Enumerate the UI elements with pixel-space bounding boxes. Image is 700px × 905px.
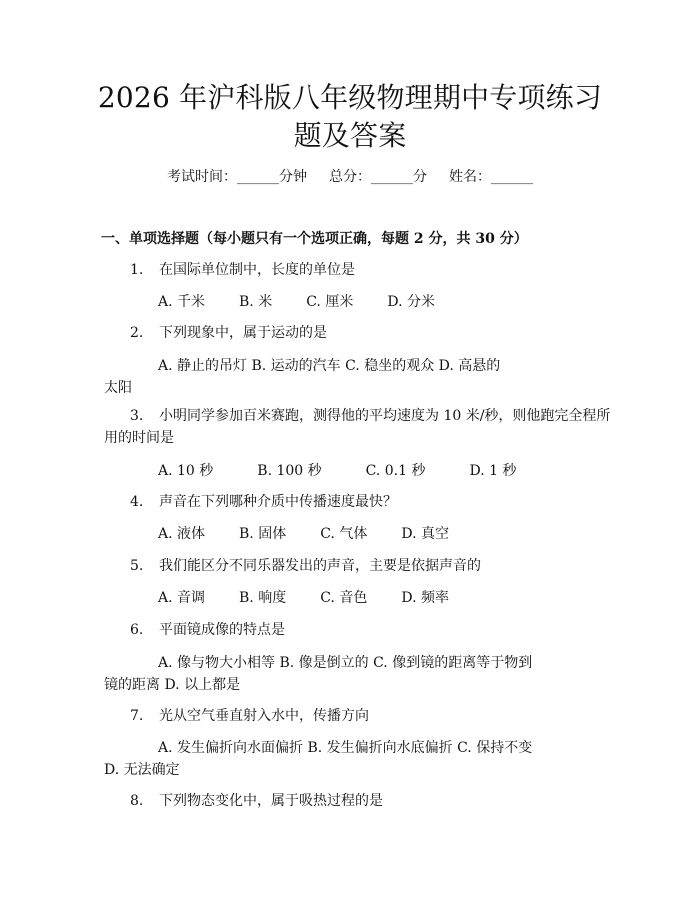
question-text: 在国际单位制中，长度的单位是: [159, 262, 355, 278]
options-line-1: A. 像与物大小相等 B. 像是倒立的 C. 像到镜的距离等于物到: [158, 655, 533, 671]
question-number: 2.: [130, 325, 144, 341]
question-6-options: [104, 652, 600, 696]
question-text-line-2: 用的时间是: [104, 430, 174, 446]
option-c: C. 气体: [320, 526, 368, 542]
question-number: 4.: [130, 494, 144, 510]
question-text: 下列物态变化中，属于吸热过程的是: [159, 793, 383, 809]
option-a: A. 音调: [158, 590, 206, 606]
option-b: B. 固体: [239, 526, 287, 542]
question-text: 下列现象中，属于运动的是: [159, 325, 327, 341]
question-text: 小明同学参加百米赛跑，测得他的平均速度为 10 米/秒，则他跑完全程所: [159, 408, 611, 424]
options-line-1: A. 静止的吊灯 B. 运动的汽车 C. 稳坐的观众 D. 高悬的: [158, 358, 501, 374]
question-5-options: [158, 588, 449, 608]
question-text: 平面镜成像的特点是: [159, 622, 285, 638]
student-name-field: 姓名：______: [449, 169, 533, 185]
option-c: C. 音色: [320, 590, 368, 606]
question-number: 1.: [130, 262, 144, 278]
options-line-2: 太阳: [104, 380, 132, 396]
exam-time-field: 考试时间：______分钟: [167, 169, 307, 185]
exam-meta-line: [0, 167, 700, 187]
question-number: 6.: [130, 622, 144, 638]
question-text-line-1: [104, 405, 611, 427]
question-number: 8.: [130, 793, 144, 809]
question-number: 5.: [130, 558, 144, 574]
question-text: 光从空气垂直射入水中，传播方向: [159, 708, 369, 724]
question-7-options: [104, 737, 600, 781]
option-c: C. 厘米: [306, 294, 354, 310]
question-1-options: [158, 292, 435, 312]
option-c: C. 0.1 秒: [365, 463, 426, 479]
total-score-field: 总分：______分: [329, 169, 427, 185]
question-text: 我们能区分不同乐器发出的声音，主要是依据声音的: [159, 558, 481, 574]
option-b: B. 米: [239, 294, 273, 310]
option-d: D. 频率: [401, 590, 449, 606]
option-a: A. 10 秒: [158, 463, 214, 479]
question-4-options: [158, 524, 449, 544]
question-number: 3.: [130, 408, 144, 424]
section-heading-single-choice: 一、单项选择题（每小题只有一个选项正确，每题 2 分，共 30 分）: [101, 231, 528, 247]
option-d: D. 分米: [387, 294, 435, 310]
question-3: [104, 405, 611, 449]
option-b: B. 响度: [239, 590, 287, 606]
option-d: D. 真空: [401, 526, 449, 542]
options-line-2: D. 无法确定: [104, 762, 180, 778]
option-b: B. 100 秒: [257, 463, 322, 479]
question-3-options: [158, 461, 560, 481]
option-a: A. 千米: [158, 294, 206, 310]
question-number: 7.: [130, 708, 144, 724]
options-line-1: A. 发生偏折向水面偏折 B. 发生偏折向水底偏折 C. 保持不变: [158, 740, 533, 756]
document-title: 2026 年沪科版八年级物理期中专项练习题及答案: [97, 81, 603, 152]
question-text: 声音在下列哪种介质中传播速度最快？: [159, 494, 397, 510]
option-d: D. 1 秒: [469, 463, 517, 479]
options-line-2: 镜的距离 D. 以上都是: [104, 677, 241, 693]
question-2-options: [104, 355, 600, 399]
option-a: A. 液体: [158, 526, 206, 542]
